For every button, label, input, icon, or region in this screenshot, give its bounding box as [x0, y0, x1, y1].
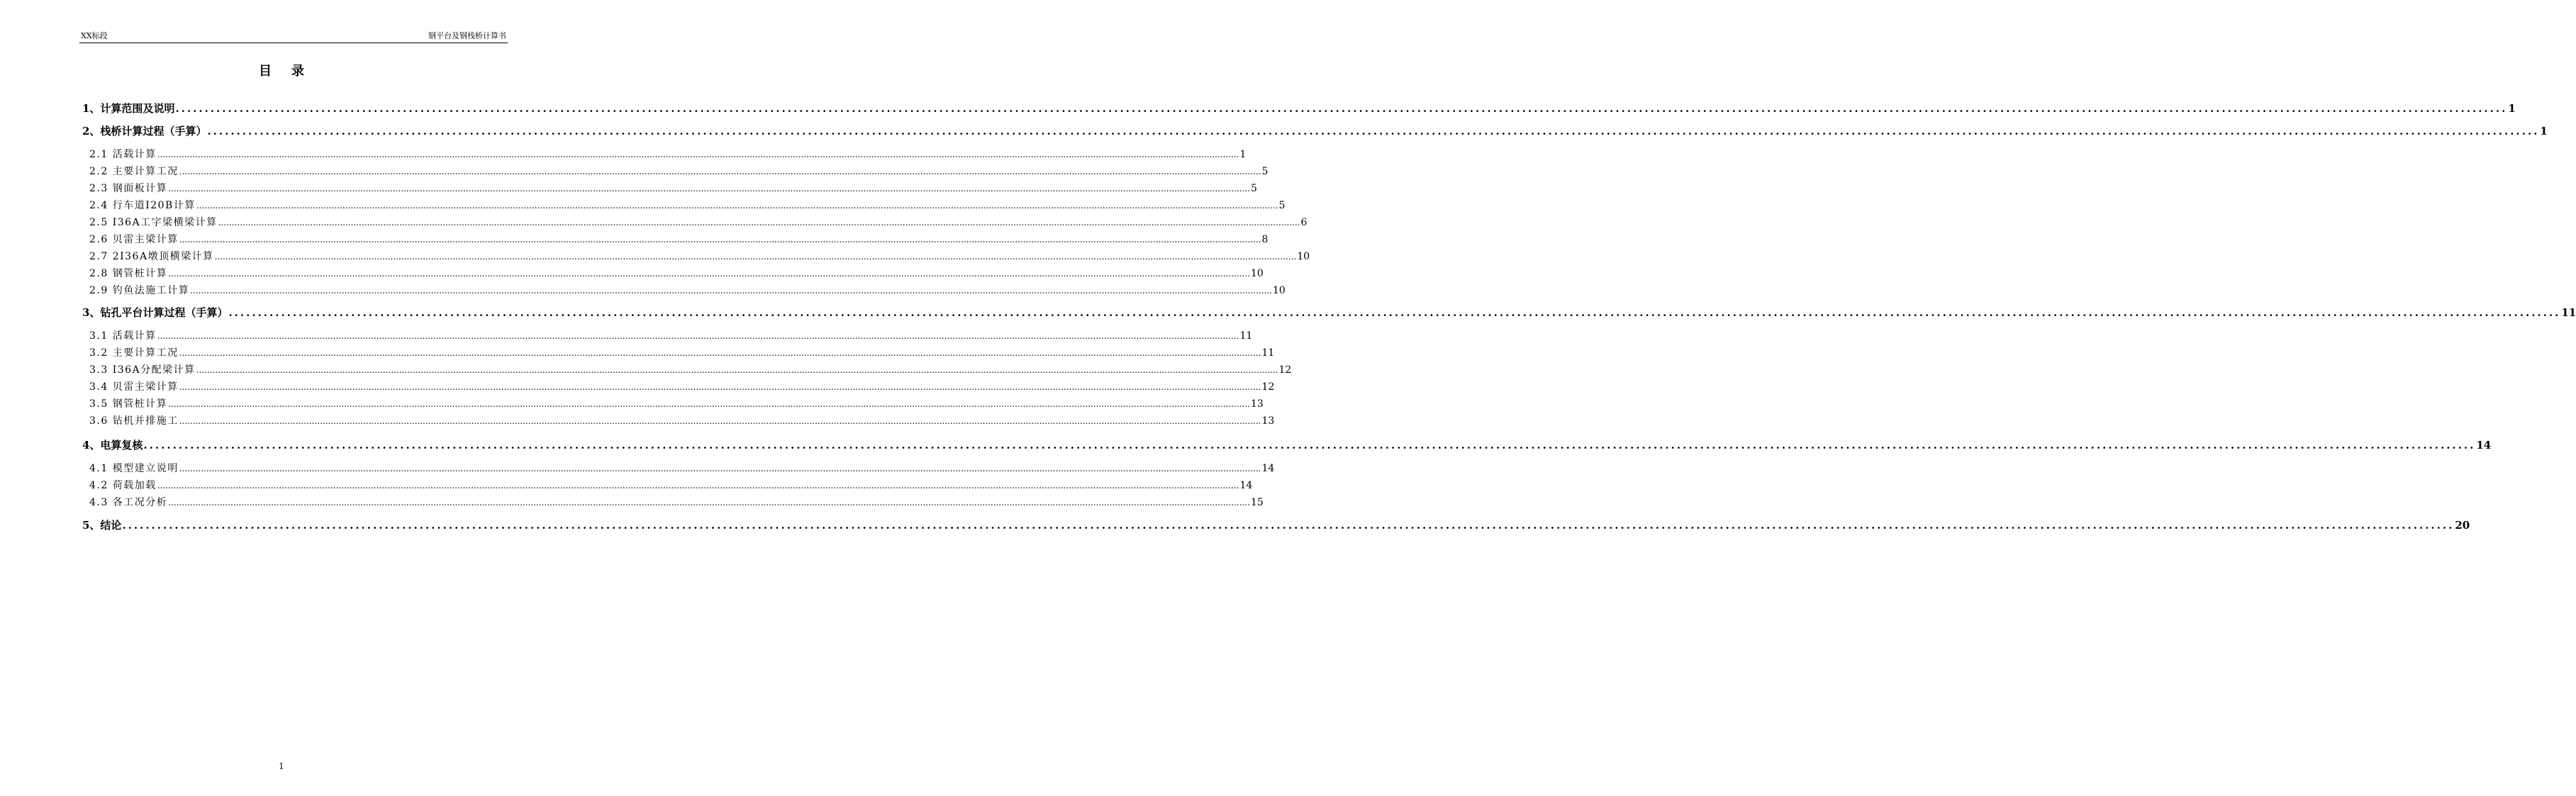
toc-entry-label: 3.3 I36A分配梁计算	[89, 364, 196, 376]
toc-entry-page: 14	[1239, 480, 1253, 491]
toc-entry-page: 5	[1278, 200, 1286, 211]
toc-entry-label: 3、钻孔平台计算过程（手算）	[82, 306, 228, 319]
toc-leader-dots: ................................................................................................................................................................................................................................................................................................................................................................................................................	[179, 235, 1261, 245]
toc-entry[interactable]	[82, 147, 1247, 161]
toc-entry-label: 2.6 贝雷主梁计算	[89, 234, 179, 245]
toc-entry-label: 2.2 主要计算工况	[89, 166, 179, 177]
toc-leader-dots: ................................................................................................................................................................................................................................................................................................................................................................................................................	[175, 102, 2508, 115]
toc-leader-dots: ................................................................................................................................................................................................................................................................................................................................................................................................................	[157, 331, 1239, 341]
toc-leader-dots: ................................................................................................................................................................................................................................................................................................................................................................................................................	[196, 201, 1278, 211]
toc-entry[interactable]	[82, 164, 1269, 178]
toc-entry[interactable]	[82, 232, 1269, 246]
toc-entry-label: 2.7 2I36A墩顶横梁计算	[89, 251, 214, 262]
toc-leader-dots: ................................................................................................................................................................................................................................................................................................................................................................................................................	[122, 519, 2455, 532]
toc-entry-label: 2.8 钢管桩计算	[89, 268, 168, 279]
toc-entry-label: 3.2 主要计算工况	[89, 347, 179, 359]
toc-entry-label: 2.1 活载计算	[89, 149, 157, 160]
page-number: 1	[279, 761, 284, 771]
page-header	[79, 31, 508, 43]
toc-leader-dots: ................................................................................................................................................................................................................................................................................................................................................................................................................	[143, 439, 2476, 452]
toc-entry-page: 1	[2508, 102, 2516, 115]
toc-leader-dots: ................................................................................................................................................................................................................................................................................................................................................................................................................	[179, 464, 1261, 473]
toc-entry-label: 2、栈桥计算过程（手算）	[82, 125, 207, 138]
toc-entry[interactable]	[82, 478, 1253, 492]
toc-leader-dots: ................................................................................................................................................................................................................................................................................................................................................................................................................	[179, 416, 1261, 426]
toc-leader-dots: ................................................................................................................................................................................................................................................................................................................................................................................................................	[179, 348, 1261, 358]
toc-entry-page: 12	[1261, 381, 1275, 393]
toc-leader-dots: ................................................................................................................................................................................................................................................................................................................................................................................................................	[179, 382, 1261, 392]
toc-entry-page: 13	[1251, 398, 1264, 410]
toc-entry-label: 3.6 钻机并排施工	[89, 415, 179, 427]
toc-entry-page: 5	[1251, 183, 1257, 194]
toc-entry[interactable]	[82, 215, 1307, 229]
toc-leader-dots: ................................................................................................................................................................................................................................................................................................................................................................................................................	[168, 399, 1250, 409]
toc-entry-page: 11	[1239, 330, 1253, 342]
toc-entry-label: 2.5 I36A工字梁横梁计算	[89, 217, 218, 228]
toc-leader-dots: ................................................................................................................................................................................................................................................................................................................................................................................................................	[196, 365, 1278, 375]
toc-leader-dots: ................................................................................................................................................................................................................................................................................................................................................................................................................	[228, 306, 2561, 319]
toc-entry-label: 4.1 模型建立说明	[89, 463, 179, 474]
toc-entry-label: 4、电算复核	[82, 439, 143, 452]
toc-leader-dots: ................................................................................................................................................................................................................................................................................................................................................................................................................	[168, 498, 1250, 508]
toc-entry-page: 13	[1261, 415, 1275, 427]
toc-entry-label: 2.3 钢面板计算	[89, 183, 168, 194]
toc-leader-dots: ................................................................................................................................................................................................................................................................................................................................................................................................................	[190, 286, 1272, 296]
toc-entry-page: 15	[1251, 497, 1264, 508]
toc-entry-label: 3.4 贝雷主梁计算	[89, 381, 179, 393]
toc-leader-dots: ................................................................................................................................................................................................................................................................................................................................................................................................................	[168, 269, 1250, 279]
toc-entry[interactable]	[82, 379, 1275, 393]
toc-entry-label: 5、结论	[82, 519, 122, 532]
toc-leader-dots: ................................................................................................................................................................................................................................................................................................................................................................................................................	[168, 184, 1250, 194]
toc-entry[interactable]	[82, 437, 2492, 452]
toc-entry-page: 10	[1297, 251, 1310, 262]
toc-entry-label: 2.4 行车道I20B计算	[89, 200, 196, 211]
toc-entry-page: 14	[2476, 439, 2492, 452]
toc-entry[interactable]	[82, 249, 1310, 263]
toc-entry[interactable]	[82, 283, 1286, 297]
toc-entry-label: 3.5 钢管桩计算	[89, 398, 168, 410]
toc-entry-page: 11	[2561, 306, 2576, 319]
toc-entry-page: 10	[1273, 285, 1286, 296]
toc-entry[interactable]	[82, 266, 1264, 280]
toc-entry-page: 11	[1261, 347, 1275, 359]
toc-entry-page: 6	[1300, 217, 1307, 228]
toc-leader-dots: ................................................................................................................................................................................................................................................................................................................................................................................................................	[179, 167, 1261, 176]
toc-entry[interactable]	[82, 362, 1292, 376]
toc-leader-dots: ................................................................................................................................................................................................................................................................................................................................................................................................................	[214, 252, 1297, 262]
toc-leader-dots: ................................................................................................................................................................................................................................................................................................................................................................................................................	[218, 218, 1300, 228]
toc-entry[interactable]	[82, 305, 2576, 320]
toc-entry-page: 14	[1261, 463, 1275, 474]
toc-entry[interactable]	[82, 495, 1264, 509]
toc-entry-label: 3.1 活载计算	[89, 330, 157, 342]
toc-entry[interactable]	[82, 101, 2516, 116]
toc-entry[interactable]	[82, 345, 1275, 359]
toc-title: 目录	[259, 64, 324, 79]
toc-entry[interactable]	[82, 461, 1275, 475]
toc-leader-dots: ................................................................................................................................................................................................................................................................................................................................................................................................................	[157, 150, 1239, 159]
toc-entry[interactable]	[82, 396, 1264, 410]
toc-entry-page: 20	[2455, 519, 2470, 532]
toc-entry-page: 1	[2540, 125, 2548, 138]
toc-entry-page: 10	[1251, 268, 1264, 279]
toc-entry-page: 8	[1261, 234, 1269, 245]
toc-leader-dots: ................................................................................................................................................................................................................................................................................................................................................................................................................	[207, 125, 2540, 138]
header-section-label: XX标段	[81, 31, 108, 40]
toc-entry-label: 4.2 荷载加载	[89, 480, 157, 491]
toc-entry[interactable]	[82, 123, 2548, 138]
toc-entry[interactable]	[82, 198, 1286, 212]
toc-entry[interactable]	[82, 413, 1275, 427]
toc-entry-page: 5	[1261, 166, 1269, 177]
toc-entry[interactable]	[82, 328, 1253, 342]
toc-entry[interactable]	[82, 181, 1257, 195]
toc-entry-label: 1、计算范围及说明	[82, 102, 175, 115]
toc-leader-dots: ................................................................................................................................................................................................................................................................................................................................................................................................................	[157, 481, 1239, 491]
toc-entry-page: 1	[1239, 149, 1247, 160]
header-document-title: 钢平台及钢栈桥计算书	[428, 31, 506, 40]
toc-entry-page: 12	[1278, 364, 1292, 376]
toc-entry-label: 2.9 钓鱼法施工计算	[89, 285, 190, 296]
toc-entry-label: 4.3 各工况分析	[89, 497, 168, 508]
toc-entry[interactable]	[82, 517, 2470, 532]
